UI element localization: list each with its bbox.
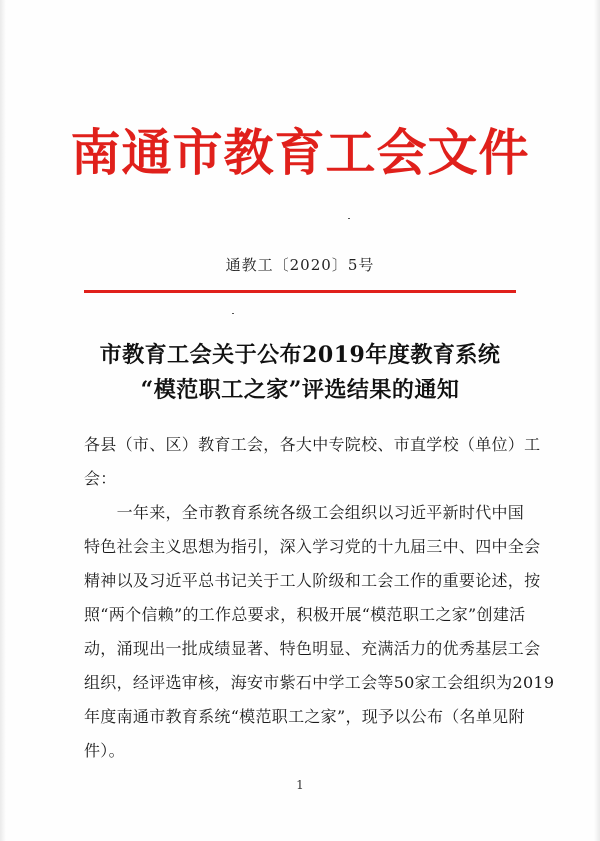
page-number: 1 (296, 778, 304, 792)
notice-title-line-1: 市教育工会关于公布2019年度教育系统 (99, 342, 501, 368)
body-line: 特色社会主义思想为指引，深入学习党的十九届三中、四中全会 (84, 537, 541, 556)
page-edge-left (0, 0, 6, 841)
scan-speck (232, 313, 234, 314)
body-line: 各县（市、区）教育工会，各大中专院校、市直学校（单位）工 (84, 435, 541, 454)
document-header-title: 南通市教育工会文件 (70, 123, 530, 182)
body-line: 年度南通市教育系统“模范职工之家”，现予以公布（名单见附 (84, 707, 525, 726)
red-header-rule (84, 290, 516, 293)
body-line: 动，涌现出一批成绩显著、特色明显、充满活力的优秀基层工会 (84, 639, 541, 658)
notice-title-line-2: “模范职工之家”评选结果的通知 (140, 377, 460, 403)
body-line: 会： (84, 469, 117, 488)
body-line: 件）。 (84, 741, 125, 760)
body-line: 组织，经评选审核，海安市紫石中学工会等50家工会组织为2019 (84, 673, 555, 692)
body-line: 照“两个信赖”的工作总要求，积极开展“模范职工之家”创建活 (84, 605, 526, 624)
scan-speck (348, 218, 350, 219)
body-line: 一年来，全市教育系统各级工会组织以习近平新时代中国 (84, 503, 525, 522)
body-line: 精神以及习近平总书记关于工人阶级和工会工作的重要论述，按 (84, 571, 541, 590)
page-edge-right (594, 0, 600, 841)
document-number: 通教工〔2020〕5号 (225, 256, 375, 274)
